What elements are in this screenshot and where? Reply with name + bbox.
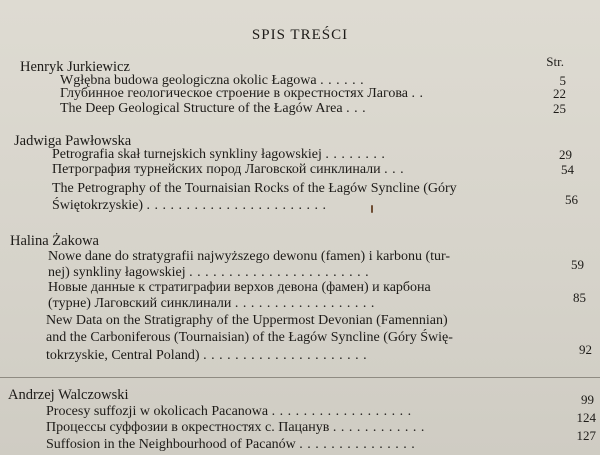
entry-page-number: 22 xyxy=(553,86,566,101)
entry-title: Suffosion in the Neighbourhood of Pacanów xyxy=(46,437,296,452)
entry-page-number: 59 xyxy=(571,257,584,272)
entry-page-number: 92 xyxy=(579,342,592,357)
entry-title: Процессы суффозии в окрестностях с. Пацанув xyxy=(46,420,330,435)
entry-leader-dots: . . . . . . xyxy=(320,73,365,88)
toc-entry xyxy=(52,181,457,197)
entry-leader-dots: . . . . . . . . . . . . . . . . . . xyxy=(234,296,375,311)
toc-entry xyxy=(46,313,448,329)
entry-page-number: 5 xyxy=(559,73,566,88)
toc-entry xyxy=(46,348,367,364)
entry-page-number: 124 xyxy=(576,410,596,425)
entry-title: The Deep Geological Structure of the Łagów Area xyxy=(60,101,343,116)
toc-entry xyxy=(48,249,450,265)
author-name: Andrzej Walczowski xyxy=(8,387,129,403)
toc-entry xyxy=(48,296,375,312)
toc-entry xyxy=(60,86,424,102)
entry-title: Петрография турнейских пород Лаговской синклинали xyxy=(52,162,381,177)
entry-leader-dots: . . . . . . . . . . . . xyxy=(332,420,425,435)
entry-title: Wgłębna budowa geologiczna okolic Łagowa xyxy=(60,73,317,88)
ink-mark xyxy=(371,205,373,213)
entry-page-number: 29 xyxy=(559,147,572,162)
toc-entry xyxy=(46,404,412,420)
toc-entry xyxy=(60,101,366,117)
toc-entry xyxy=(46,437,415,453)
author-name: Henryk Jurkiewicz xyxy=(20,59,130,75)
entry-title: The Petrography of the Tournaisian Rocks of the Łagów Syncline (Góry xyxy=(52,181,457,196)
entry-page-number: 85 xyxy=(573,290,586,305)
toc-heading: SPIS TREŚCI xyxy=(251,27,349,43)
entry-title: Nowe dane do stratygrafii najwyższego dewonu (famen) i karbonu (tur- xyxy=(48,249,451,264)
entry-title: Новые данные к стратиграфии верхов девона (фамен) и карбона xyxy=(48,280,431,295)
toc-entry xyxy=(52,162,404,178)
page-divider xyxy=(0,377,600,378)
author-name: Jadwiga Pawłowska xyxy=(14,133,132,149)
entry-title: Procesy suffozji w okolicach Pacanowa xyxy=(46,404,269,419)
entry-leader-dots: . . . . . . . . . . . . . . . . . . . . . . . xyxy=(146,198,327,213)
page-column-label: Str. xyxy=(546,54,564,69)
entry-leader-dots: . . . xyxy=(346,101,367,116)
entry-title-continued: tokrzyskie, Central Poland) xyxy=(46,348,200,363)
entry-leader-dots: . . . . . . . . . . . . . . . xyxy=(299,437,416,452)
entry-title-continued: Świętokrzyskie) xyxy=(52,198,143,213)
entry-page-number: 127 xyxy=(576,428,596,443)
entry-leader-dots: . . . . . . . . . . . . . . . . . . xyxy=(271,404,412,419)
entry-title-continued: nej) synkliny łagowskiej xyxy=(48,265,186,280)
entry-page-number: 54 xyxy=(561,162,574,177)
toc-entry xyxy=(52,198,326,214)
author-name: Halina Żakowa xyxy=(10,233,99,249)
entry-title-continued: and the Carboniferous (Tournaisian) of the Łagów Syncline (Góry Świę- xyxy=(46,330,453,345)
toc-entry xyxy=(46,330,453,346)
entry-page-number: 56 xyxy=(565,192,578,207)
entry-leader-dots: . . . . . . . . . . . . . . . . . . . . . . . xyxy=(189,265,370,280)
entry-title: New Data on the Stratigraphy of the Uppermost Devonian (Famennian) xyxy=(46,313,448,328)
entry-page-number: 99 xyxy=(581,392,594,407)
toc-entry xyxy=(46,420,425,436)
entry-title: Petrografia skał turnejskich synkliny łagowskiej xyxy=(52,147,322,162)
entry-leader-dots: . . xyxy=(411,86,424,101)
entry-leader-dots: . . . . . . . . xyxy=(325,147,386,162)
toc-entry xyxy=(48,265,369,281)
entry-page-number: 25 xyxy=(553,101,566,116)
entry-leader-dots: . . . . . . . . . . . . . . . . . . . . . xyxy=(203,348,368,363)
entry-leader-dots: . . . xyxy=(384,162,405,177)
toc-entry xyxy=(48,280,431,296)
toc-entry xyxy=(52,147,385,163)
entry-title: Глубинное геологическое строение в окрестностях Лагова xyxy=(60,86,408,101)
entry-title-continued: (турне) Лаговский синклинали xyxy=(48,296,232,311)
